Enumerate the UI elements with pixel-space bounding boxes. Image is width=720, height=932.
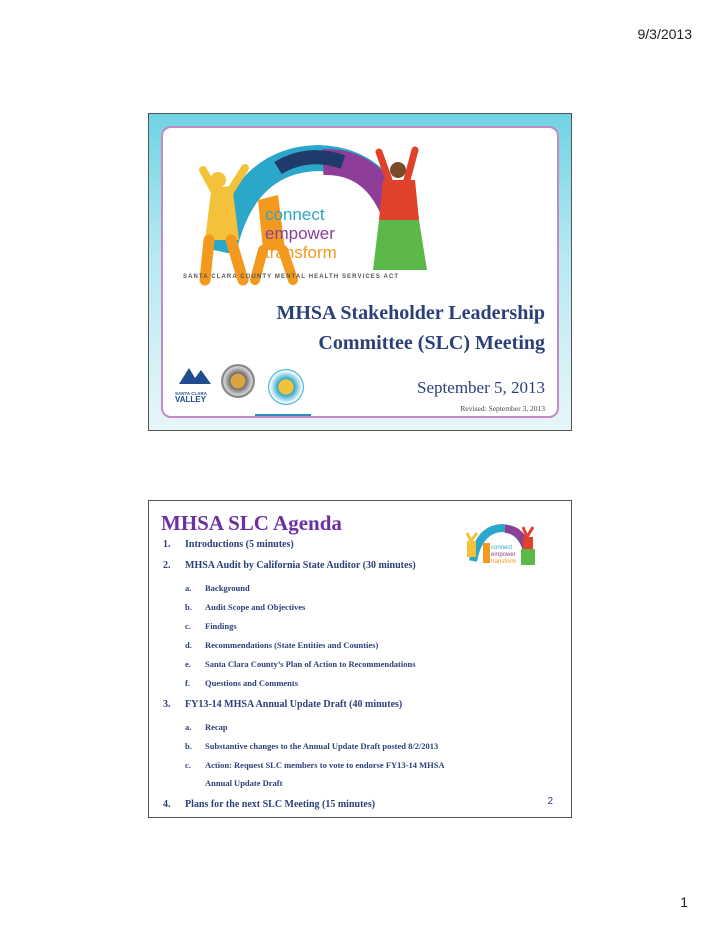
- revised-date: Revised: September 3, 2013: [460, 404, 545, 413]
- agenda-subitem: d. Recommendations (State Entities and Counties): [185, 640, 379, 650]
- agenda-subitem: b. Substantive changes to the Annual Update Draft posted 8/2/2013: [185, 741, 439, 751]
- svg-text:connect: connect: [265, 205, 325, 224]
- svg-text:transform: transform: [491, 559, 517, 565]
- agenda-item: 3. FY13-14 MHSA Annual Update Draft (40 minutes): [163, 699, 403, 710]
- slide-title: MHSA Stakeholder Leadership Committee (SLC) Meeting: [276, 302, 545, 354]
- agenda-subitem: a. Background: [185, 583, 250, 593]
- agenda-subitem: c. Action: Request SLC members to vote to endorse FY13-14 MHSA: [185, 760, 445, 770]
- svg-text:transform: transform: [265, 243, 337, 262]
- header-date: 9/3/2013: [637, 26, 692, 42]
- agenda-subitem: f. Questions and Comments: [185, 678, 299, 688]
- mhsa-logo-image: [183, 140, 453, 288]
- mental-health-seal-image: [265, 366, 307, 408]
- agenda-title: MHSA SLC Agenda: [161, 511, 342, 535]
- county-seal-image: [221, 364, 255, 398]
- agenda-slide: [148, 500, 572, 818]
- agenda-subitem: c. Findings: [185, 621, 237, 631]
- title-slide: [148, 113, 572, 431]
- svg-text:empower: empower: [491, 552, 516, 558]
- agenda-subitem: b. Audit Scope and Objectives: [185, 602, 306, 612]
- page-number: 1: [680, 894, 688, 910]
- agenda-subitem: Annual Update Draft: [205, 778, 283, 788]
- slide-number: 2: [547, 796, 553, 807]
- meeting-date: September 5, 2013: [417, 378, 545, 397]
- title-slide-frame: [161, 126, 559, 418]
- santa-clara-valley-logo: SANTA CLARA VALLEY: [175, 364, 215, 408]
- agenda-item: 2. MHSA Audit by California State Auditor (30 minutes): [163, 560, 416, 571]
- mhsa-logo-small-image: [461, 523, 543, 569]
- agenda-item: 1. Introductions (5 minutes): [163, 539, 294, 550]
- svg-text:empower: empower: [265, 224, 335, 243]
- agenda-subitem: e. Santa Clara County’s Plan of Action to Recommendations: [185, 659, 416, 669]
- logo-tagline: SANTA CLARA COUNTY MENTAL HEALTH SERVICES ACT: [183, 274, 400, 280]
- agenda-subitem: a. Recap: [185, 722, 228, 732]
- svg-text:connect: connect: [491, 545, 513, 551]
- logo-underline: [255, 414, 311, 416]
- agenda-item: 4. Plans for the next SLC Meeting (15 minutes): [163, 799, 376, 810]
